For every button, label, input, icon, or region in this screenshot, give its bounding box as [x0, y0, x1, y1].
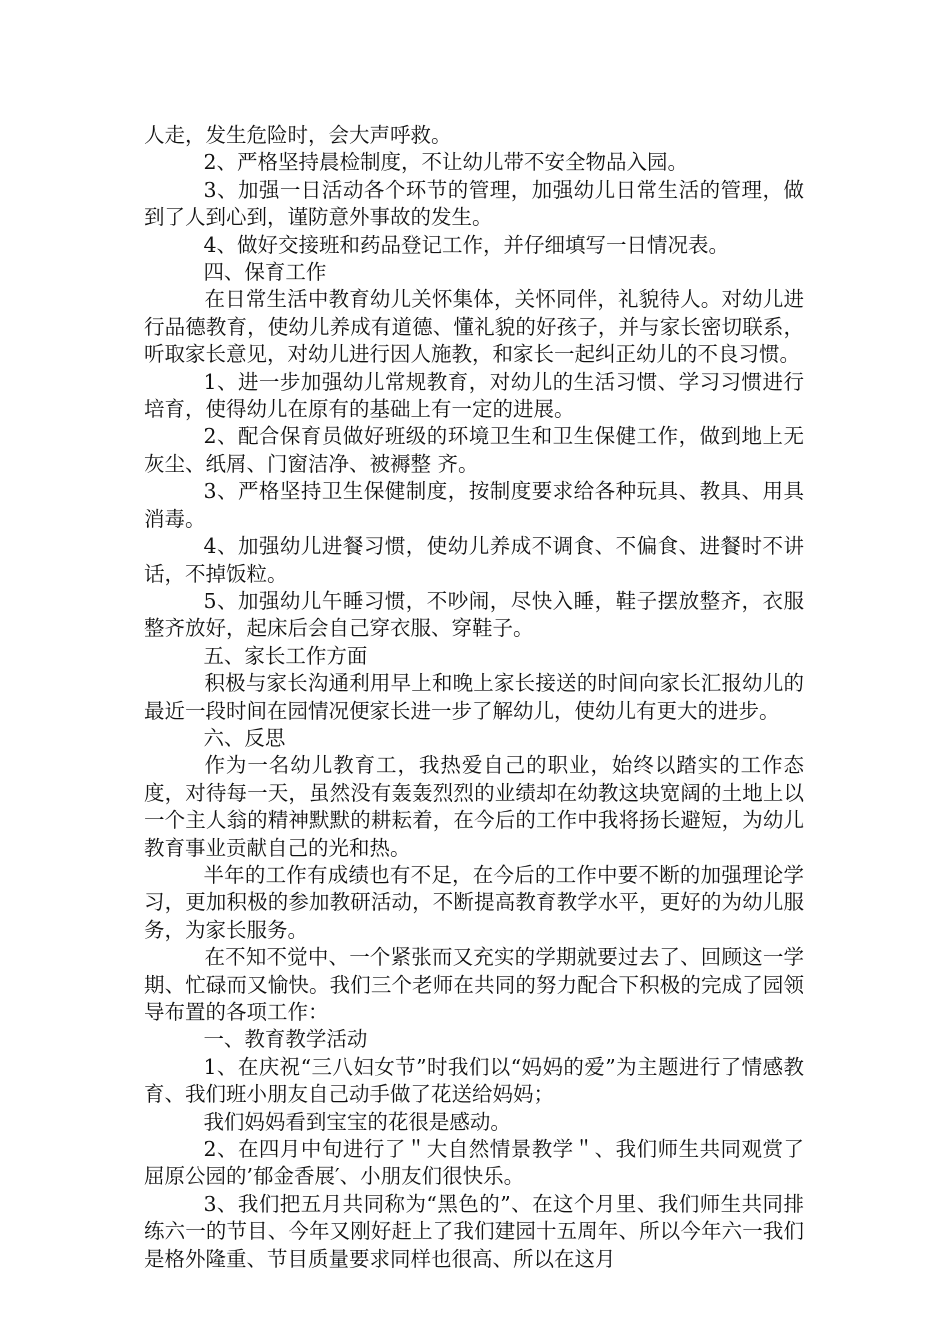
paragraph-morning-check: 2、严格坚持晨检制度，不让幼儿带不安全物品入园。 — [203, 150, 688, 175]
document-body — [144, 122, 804, 1273]
section-heading-teaching: 一、教育教学活动 — [203, 1027, 368, 1052]
paragraph-care-1: 1、进一步加强幼儿常规教育，对幼儿的生活习惯、学习习惯进行培育，使得幼儿在原有的基础上有一定的进展。 — [144, 369, 804, 422]
paragraph-care-4: 4、加强幼儿进餐习惯，使幼儿养成不调食、不偏食、进餐时不讲话，不掉饭粒。 — [144, 534, 804, 586]
section-heading-parents: 五、家长工作方面 — [203, 643, 368, 668]
paragraph-safety-end: 人走，发生危险时，会大声呼救。 — [144, 123, 452, 147]
section-heading-reflection: 六、反思 — [203, 725, 286, 750]
paragraph-teaching-1b: 我们妈妈看到宝宝的花很是感动。 — [203, 1109, 511, 1134]
paragraph-care-2: 2、配合保育员做好班级的环境卫生和卫生保健工作，做到地上无灰尘、纸屑、门窗洁净、被褥整 齐。 — [144, 424, 804, 476]
paragraph-daily-management: 3、加强一日活动各个环节的管理，加强幼儿日常生活的管理，做到了人到心到，谨防意外事故的发生。 — [144, 177, 804, 230]
paragraph-reflection-2: 半年的工作有成绩也有不足，在今后的工作中要不断的加强理论学习，更加积极的参加教研活动，不断提高教育教学水平，更好的为幼儿服务，为家长服务。 — [144, 862, 804, 942]
paragraph-semester-intro: 在不知不觉中、一个紧张而又充实的学期就要过去了、回顾这一学期、忙碌而又愉快。我们三个老师在共同的努力配合下积极的完成了园领导布置的各项工作： — [144, 945, 804, 1024]
paragraph-handover: 4、做好交接班和药品登记工作，并仔细填写一日情况表。 — [203, 232, 729, 257]
paragraph-care-intro: 在日常生活中教育幼儿关怀集体，关怀同伴，礼貌待人。对幼儿进行品德教育，使幼儿养成有道德、懂礼貌的好孩子，并与家长密切联系，听取家长意见，对幼儿进行因人施教，和家长一起纠正幼儿的不良习惯。 — [144, 287, 804, 367]
paragraph-care-3: 3、严格坚持卫生保健制度，按制度要求给各种玩具、教具、用具消毒。 — [144, 479, 804, 531]
paragraph-reflection-1: 作为一名幼儿教育工，我热爱自己的职业，始终以踏实的工作态度，对待每一天，虽然没有轰轰烈烈的业绩却在幼教这块宽阔的土地上以一个主人翁的精神默默的耕耘着，在今后的工作中我将扬长避短，为幼儿教育事业贡献自己的光和热。 — [144, 753, 804, 860]
section-heading-care: 四、保育工作 — [203, 260, 327, 285]
paragraph-teaching-3: 3、我们把五月共同称为“黑色的”、在这个月里、我们师生共同排练六一的节目、今年又刚好赶上了我们建园十五周年、所以今年六一我们是格外隆重、节目质量要求同样也很高、所以在这月 — [144, 1191, 804, 1271]
paragraph-care-5: 5、加强幼儿午睡习惯，不吵闹，尽快入睡，鞋子摆放整齐，衣服整齐放好，起床后会自己穿衣服、穿鞋子。 — [144, 588, 804, 641]
paragraph-teaching-1: 1、在庆祝“三八妇女节”时我们以“妈妈的爱”为主题进行了情感教育、我们班小朋友自己动手做了花送给妈妈； — [144, 1054, 804, 1107]
paragraph-parents: 积极与家长沟通利用早上和晚上家长接送的时间向家长汇报幼儿的最近一段时间在园情况便家长进一步了解幼儿，使幼儿有更大的进步。 — [144, 671, 804, 723]
paragraph-teaching-2: 2、在四月中旬进行了＂大自然情景教学＂、我们师生共同观赏了屈原公园的’郁金香展′、小朋友们很快乐。 — [144, 1137, 804, 1189]
